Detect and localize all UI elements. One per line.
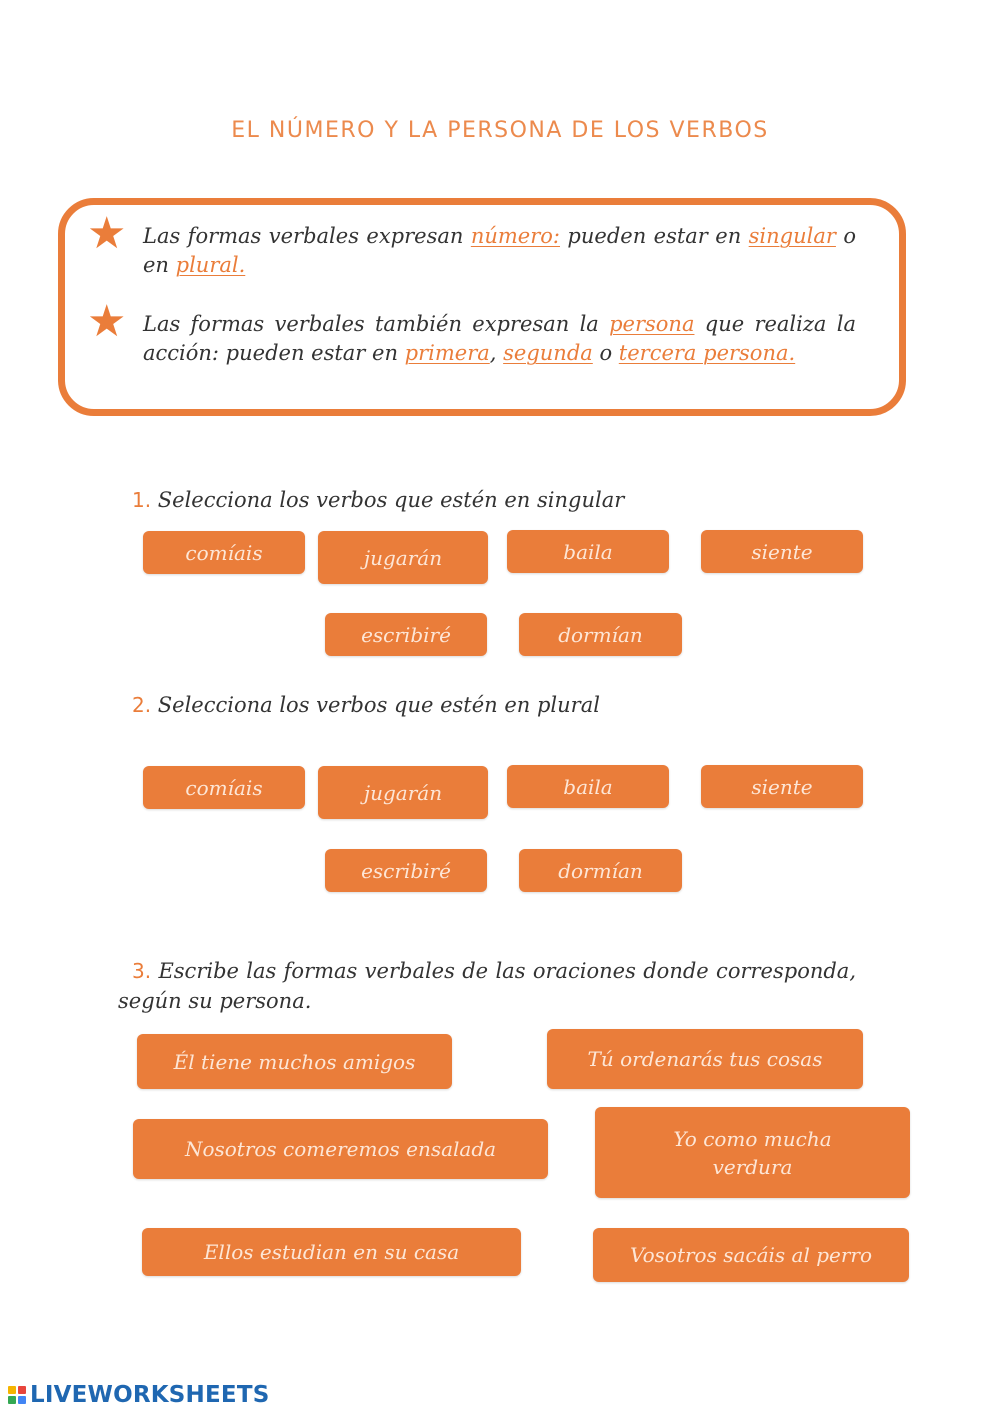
q1-option-siente[interactable]: siente (701, 530, 863, 573)
q1-option-escribire[interactable]: escribiré (325, 613, 487, 656)
sentence-yo-como[interactable]: Yo como mucha verdura (595, 1107, 910, 1198)
q1-option-jugaran[interactable]: jugarán (318, 531, 488, 584)
q1-option-comiais[interactable]: comíais (143, 531, 305, 574)
sentence-nosotros-comeremos[interactable]: Nosotros comeremos ensalada (133, 1119, 548, 1179)
q2-option-siente[interactable]: siente (701, 765, 863, 808)
brand-name: LIVEWORKSHEETS (30, 1382, 270, 1408)
q1-option-baila[interactable]: baila (507, 530, 669, 573)
question-2: 2. Selecciona los verbos que estén en plural (132, 693, 600, 717)
sentence-tu-ordenaras[interactable]: Tú ordenarás tus cosas (547, 1029, 863, 1089)
q2-option-comiais[interactable]: comíais (143, 766, 305, 809)
page-title: EL NÚMERO Y LA PERSONA DE LOS VERBOS (231, 118, 769, 143)
highlight-singular: singular (748, 224, 836, 248)
sentence-vosotros-sacais[interactable]: Vosotros sacáis al perro (593, 1228, 909, 1282)
q1-option-dormian[interactable]: dormían (519, 613, 682, 656)
liveworksheets-logo[interactable] (8, 1380, 269, 1410)
q2-option-baila[interactable]: baila (507, 765, 669, 808)
star-icon: ★ (87, 208, 127, 259)
highlight-numero: número: (470, 224, 560, 248)
question-3: 3. Escribe las formas verbales de las oraciones donde corresponda, según su persona. (118, 959, 856, 1013)
highlight-persona: persona (609, 312, 695, 336)
highlight-segunda: segunda (503, 341, 593, 365)
q2-option-dormian[interactable]: dormían (519, 849, 682, 892)
rule-person: Las formas verbales también expresan la persona que realiza la acción: pueden estar en primera, segunda o tercera persona. (143, 312, 856, 365)
sentence-el-tiene[interactable]: Él tiene muchos amigos (137, 1034, 452, 1089)
q2-option-jugaran[interactable]: jugarán (318, 766, 488, 819)
rule-number: Las formas verbales expresan número: pueden estar en singular o en plural. (143, 224, 856, 277)
highlight-tercera-persona: tercera persona. (618, 341, 796, 365)
star-icon: ★ (87, 296, 127, 347)
question-1: 1. Selecciona los verbos que estén en singular (132, 488, 625, 512)
sentence-ellos-estudian[interactable]: Ellos estudian en su casa (142, 1228, 521, 1276)
highlight-primera: primera (404, 341, 490, 365)
highlight-plural: plural. (175, 253, 246, 277)
q2-option-escribire[interactable]: escribiré (325, 849, 487, 892)
logo-blocks-icon (8, 1386, 26, 1404)
